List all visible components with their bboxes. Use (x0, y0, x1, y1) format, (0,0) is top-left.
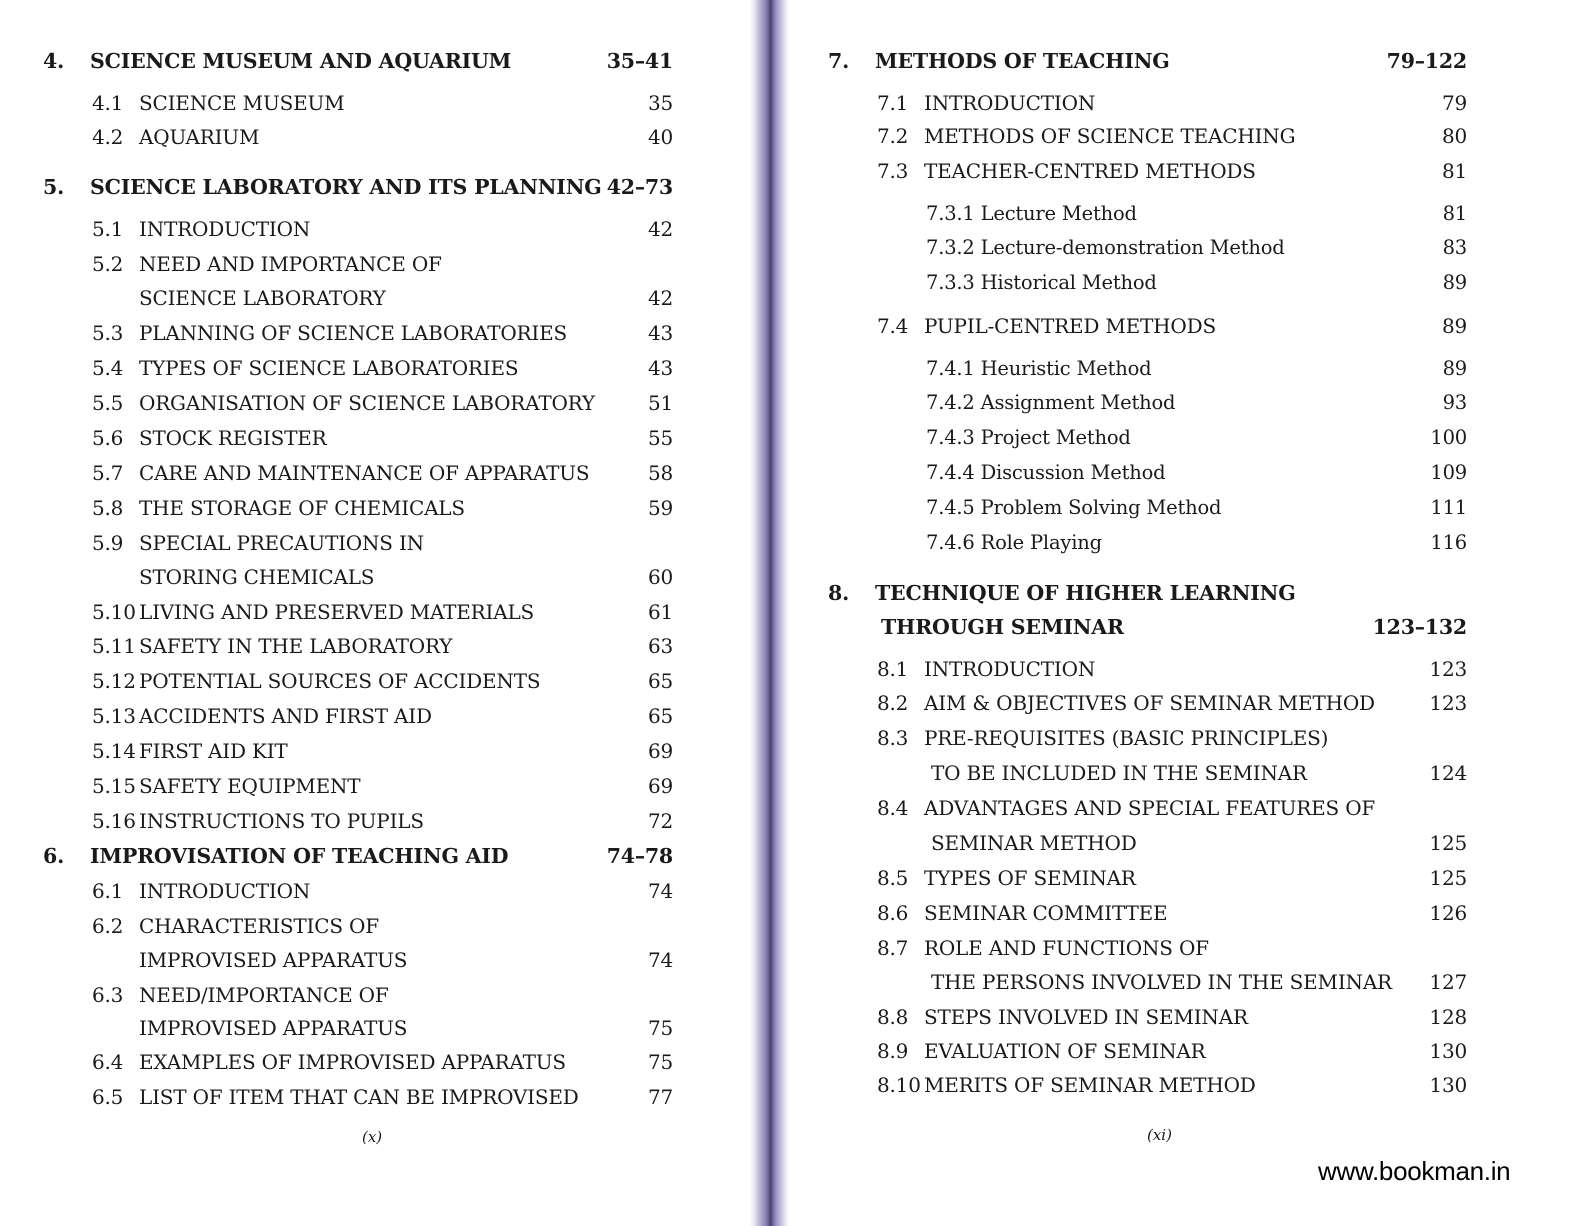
entry-title: NEED AND IMPORTANCE OF (139, 252, 442, 276)
left-toc-entry (0, 806, 683, 836)
entry-title: AQUARIUM (139, 125, 260, 149)
entry-page-number: 63 (647, 634, 673, 658)
entry-page-number: 60 (647, 565, 673, 589)
entry-page-number: 126 (1429, 901, 1467, 925)
entry-title: METHODS OF TEACHING (875, 49, 1170, 73)
right-page (790, 0, 1577, 1226)
entry-page-number: 65 (647, 704, 673, 728)
entry-number: 7.3 (877, 159, 909, 183)
entry-page-number: 124 (1429, 761, 1467, 785)
entry-title: 7.4.4 Discussion Method (926, 461, 1166, 484)
entry-title: LIVING AND PRESERVED MATERIALS (139, 600, 535, 624)
left-toc-entry (0, 1013, 683, 1043)
entry-number: 7. (828, 49, 850, 73)
entry-page-number: 79–122 (1386, 49, 1467, 73)
entry-number: 5.1 (92, 217, 124, 241)
entry-page-number: 75 (647, 1050, 673, 1074)
entry-title: AIM & OBJECTIVES OF SEMINAR METHOD (924, 691, 1375, 715)
right-toc-entry (790, 388, 1477, 418)
entry-number: 8.6 (877, 901, 909, 925)
entry-number: 7.1 (877, 91, 909, 115)
right-toc-entry (790, 898, 1477, 928)
left-toc-entry (0, 172, 683, 202)
right-toc-entry (790, 828, 1477, 858)
left-toc-entry (0, 597, 683, 627)
entry-page-number: 123–132 (1372, 615, 1467, 639)
entry-page-number: 125 (1429, 866, 1467, 890)
entry-title: SEMINAR COMMITTEE (924, 901, 1168, 925)
right-toc-entry (790, 268, 1477, 298)
entry-number: 8.4 (877, 796, 909, 820)
entry-title: INTRODUCTION (139, 217, 311, 241)
entry-title: EVALUATION OF SEMINAR (924, 1039, 1206, 1063)
left-toc-entry (0, 980, 683, 1010)
entry-page-number: 74 (647, 948, 673, 972)
entry-number: 5. (43, 175, 65, 199)
entry-number: 6. (43, 844, 65, 868)
entry-page-number: 51 (647, 391, 673, 415)
left-toc-entry (0, 771, 683, 801)
right-toc-entry (790, 354, 1477, 384)
left-toc-entry (0, 1047, 683, 1077)
entry-number: 8.2 (877, 691, 909, 715)
entry-title: 7.4.2 Assignment Method (926, 391, 1176, 414)
entry-title: SCIENCE LABORATORY (139, 286, 386, 310)
entry-title: SCIENCE MUSEUM (139, 91, 345, 115)
entry-page-number: 65 (647, 669, 673, 693)
entry-number: 5.15 (92, 774, 136, 798)
entry-title: PLANNING OF SCIENCE LABORATORIES (139, 321, 568, 345)
entry-title: CHARACTERISTICS OF (139, 914, 379, 938)
entry-page-number: 42–73 (606, 175, 673, 199)
entry-number: 5.5 (92, 391, 124, 415)
right-toc-entry (790, 578, 1477, 608)
entry-number: 6.2 (92, 914, 124, 938)
entry-page-number: 127 (1429, 970, 1467, 994)
right-toc-entry (790, 121, 1477, 151)
left-toc-entry (0, 493, 683, 523)
left-toc-entry (0, 46, 683, 76)
left-toc-entry (0, 945, 683, 975)
entry-page-number: 58 (647, 461, 673, 485)
entry-number: 5.10 (92, 600, 136, 624)
entry-title: INSTRUCTIONS TO PUPILS (139, 809, 424, 833)
entry-page-number: 35 (647, 91, 673, 115)
entry-title: 7.4.5 Problem Solving Method (926, 496, 1222, 519)
entry-title: MERITS OF SEMINAR METHOD (924, 1073, 1256, 1097)
left-toc-entry (0, 528, 683, 558)
entry-title: LIST OF ITEM THAT CAN BE IMPROVISED (139, 1085, 579, 1109)
entry-page-number: 69 (647, 739, 673, 763)
entry-page-number: 89 (1441, 314, 1467, 338)
entry-title: INTRODUCTION (924, 91, 1096, 115)
entry-number: 7.2 (877, 124, 909, 148)
right-toc-entry (790, 1002, 1477, 1032)
right-toc-entry (790, 1070, 1477, 1100)
left-toc-entry (0, 388, 683, 418)
entry-title: STOCK REGISTER (139, 426, 327, 450)
entry-page-number: 130 (1429, 1039, 1467, 1063)
right-toc-entry (790, 612, 1477, 642)
entry-number: 5.13 (92, 704, 136, 728)
left-toc-entry (0, 631, 683, 661)
right-toc-entry (790, 933, 1477, 963)
left-page (0, 0, 750, 1226)
right-toc-entry (790, 528, 1477, 558)
entry-number: 8.3 (877, 726, 909, 750)
entry-title: TYPES OF SCIENCE LABORATORIES (139, 356, 519, 380)
left-toc-entry (0, 353, 683, 383)
entry-title: 7.3.2 Lecture-demonstration Method (926, 236, 1285, 259)
entry-title: NEED/IMPORTANCE OF (139, 983, 389, 1007)
entry-page-number: 59 (647, 496, 673, 520)
entry-title: IMPROVISED APPARATUS (139, 948, 408, 972)
entry-number: 6.4 (92, 1050, 124, 1074)
entry-number: 4.2 (92, 125, 124, 149)
entry-page-number: 42 (647, 217, 673, 241)
right-toc-entry (790, 863, 1477, 893)
entry-number: 8.9 (877, 1039, 909, 1063)
entry-title: 7.3.1 Lecture Method (926, 202, 1137, 225)
entry-page-number: 111 (1430, 496, 1467, 519)
right-toc-entry (790, 458, 1477, 488)
entry-page-number: 72 (647, 809, 673, 833)
entry-page-number: 123 (1429, 691, 1467, 715)
entry-title: IMPROVISED APPARATUS (139, 1016, 408, 1040)
entry-page-number: 125 (1429, 831, 1467, 855)
entry-title: ROLE AND FUNCTIONS OF (924, 936, 1209, 960)
entry-title: THE STORAGE OF CHEMICALS (139, 496, 465, 520)
entry-title: ORGANISATION OF SCIENCE LABORATORY (139, 391, 595, 415)
entry-title: PUPIL-CENTRED METHODS (924, 314, 1216, 338)
left-toc-entry (0, 911, 683, 941)
left-toc-entry (0, 283, 683, 313)
entry-number: 8.7 (877, 936, 909, 960)
entry-number: 4. (43, 49, 65, 73)
right-toc-entry (790, 233, 1477, 263)
entry-title: INTRODUCTION (139, 879, 311, 903)
entry-title: INTRODUCTION (924, 657, 1096, 681)
left-toc-entry (0, 318, 683, 348)
right-toc-entry (790, 723, 1477, 753)
website-watermark: www.bookman.in (1318, 1156, 1511, 1186)
entry-page-number: 40 (647, 125, 673, 149)
entry-page-number: 80 (1441, 124, 1467, 148)
entry-page-number: 75 (647, 1016, 673, 1040)
entry-number: 8.8 (877, 1005, 909, 1029)
entry-title: 7.3.3 Historical Method (926, 271, 1157, 294)
entry-title: 7.4.6 Role Playing (926, 531, 1102, 554)
left-toc-entry (0, 423, 683, 453)
entry-page-number: 109 (1430, 461, 1467, 484)
entry-number: 5.7 (92, 461, 124, 485)
left-toc-entry (0, 666, 683, 696)
entry-page-number: 43 (647, 356, 673, 380)
left-toc-entry (0, 458, 683, 488)
entry-title: TEACHER-CENTRED METHODS (924, 159, 1256, 183)
entry-title: STEPS INVOLVED IN SEMINAR (924, 1005, 1248, 1029)
right-toc-entry (790, 156, 1477, 186)
entry-number: 5.12 (92, 669, 136, 693)
entry-title: FIRST AID KIT (139, 739, 288, 763)
right-toc-entry (790, 88, 1477, 118)
left-toc-entry (0, 122, 683, 152)
entry-title: ACCIDENTS AND FIRST AID (139, 704, 432, 728)
entry-number: 8.5 (877, 866, 909, 890)
entry-number: 5.9 (92, 531, 124, 555)
entry-title: 7.4.3 Project Method (926, 426, 1131, 449)
entry-number: 5.16 (92, 809, 136, 833)
right-toc-entry (790, 46, 1477, 76)
entry-number: 4.1 (92, 91, 124, 115)
right-toc-entry (790, 793, 1477, 823)
left-toc-entry (0, 88, 683, 118)
entry-page-number: 89 (1442, 271, 1467, 294)
left-toc-entry (0, 736, 683, 766)
entry-page-number: 74 (647, 879, 673, 903)
entry-title: CARE AND MAINTENANCE OF APPARATUS (139, 461, 590, 485)
right-toc-entry (790, 688, 1477, 718)
left-toc-entry (0, 249, 683, 279)
left-toc-entry (0, 562, 683, 592)
right-toc-entry (790, 758, 1477, 788)
left-toc-entry (0, 701, 683, 731)
right-toc-entry (790, 1036, 1477, 1066)
entry-page-number: 128 (1429, 1005, 1467, 1029)
left-toc-entry (0, 214, 683, 244)
entry-title: SAFETY IN THE LABORATORY (139, 634, 453, 658)
entry-number: 5.14 (92, 739, 136, 763)
entry-title: SAFETY EQUIPMENT (139, 774, 361, 798)
left-toc-entry (0, 841, 683, 871)
entry-number: 5.11 (92, 634, 136, 658)
entry-page-number: 61 (647, 600, 673, 624)
entry-title: ADVANTAGES AND SPECIAL FEATURES OF (924, 796, 1376, 820)
entry-page-number: 81 (1442, 202, 1467, 225)
right-toc-entry (790, 493, 1477, 523)
entry-title: EXAMPLES OF IMPROVISED APPARATUS (139, 1050, 566, 1074)
right-toc-entry (790, 654, 1477, 684)
entry-number: 6.5 (92, 1085, 124, 1109)
entry-page-number: 116 (1430, 531, 1467, 554)
entry-page-number: 74–78 (606, 844, 673, 868)
entry-title: SCIENCE MUSEUM AND AQUARIUM (90, 49, 512, 73)
entry-page-number: 55 (647, 426, 673, 450)
left-toc-entry (0, 876, 683, 906)
entry-number: 5.6 (92, 426, 124, 450)
entry-page-number: 89 (1442, 357, 1467, 380)
entry-page-number: 81 (1441, 159, 1467, 183)
entry-title: SPECIAL PRECAUTIONS IN (139, 531, 424, 555)
entry-number: 5.8 (92, 496, 124, 520)
right-toc-entry (790, 423, 1477, 453)
entry-title: THROUGH SEMINAR (881, 615, 1124, 639)
entry-page-number: 43 (647, 321, 673, 345)
entry-number: 6.3 (92, 983, 124, 1007)
entry-title: SEMINAR METHOD (931, 831, 1137, 855)
entry-page-number: 123 (1429, 657, 1467, 681)
entry-number: 5.2 (92, 252, 124, 276)
right-toc-entry (790, 199, 1477, 229)
entry-page-number: 83 (1442, 236, 1467, 259)
entry-number: 5.3 (92, 321, 124, 345)
entry-page-number: 77 (647, 1085, 673, 1109)
right-toc-entry (790, 311, 1477, 341)
entry-number: 5.4 (92, 356, 124, 380)
entry-title: STORING CHEMICALS (139, 565, 375, 589)
entry-title: PRE-REQUISITES (BASIC PRINCIPLES) (924, 726, 1329, 750)
entry-title: TECHNIQUE OF HIGHER LEARNING (875, 581, 1296, 605)
entry-page-number: 35–41 (606, 49, 673, 73)
entry-title: 7.4.1 Heuristic Method (926, 357, 1152, 380)
entry-number: 8. (828, 581, 850, 605)
book-spine (750, 0, 790, 1226)
entry-title: SCIENCE LABORATORY AND ITS PLANNING (90, 175, 602, 199)
entry-number: 6.1 (92, 879, 124, 903)
left-page-number: (x) (362, 1128, 383, 1146)
entry-title: METHODS OF SCIENCE TEACHING (924, 124, 1296, 148)
entry-title: TO BE INCLUDED IN THE SEMINAR (931, 761, 1307, 785)
entry-number: 8.1 (877, 657, 909, 681)
entry-page-number: 100 (1430, 426, 1467, 449)
entry-page-number: 93 (1442, 391, 1467, 414)
entry-title: IMPROVISATION OF TEACHING AID (90, 844, 509, 868)
entry-number: 7.4 (877, 314, 909, 338)
entry-title: TYPES OF SEMINAR (924, 866, 1136, 890)
left-toc-entry (0, 1082, 683, 1112)
entry-title: POTENTIAL SOURCES OF ACCIDENTS (139, 669, 541, 693)
entry-page-number: 42 (647, 286, 673, 310)
entry-page-number: 130 (1429, 1073, 1467, 1097)
entry-page-number: 79 (1441, 91, 1467, 115)
entry-number: 8.10 (877, 1073, 921, 1097)
right-page-number: (xi) (1147, 1126, 1172, 1144)
entry-title: THE PERSONS INVOLVED IN THE SEMINAR (931, 970, 1392, 994)
entry-page-number: 69 (647, 774, 673, 798)
right-toc-entry (790, 967, 1477, 997)
